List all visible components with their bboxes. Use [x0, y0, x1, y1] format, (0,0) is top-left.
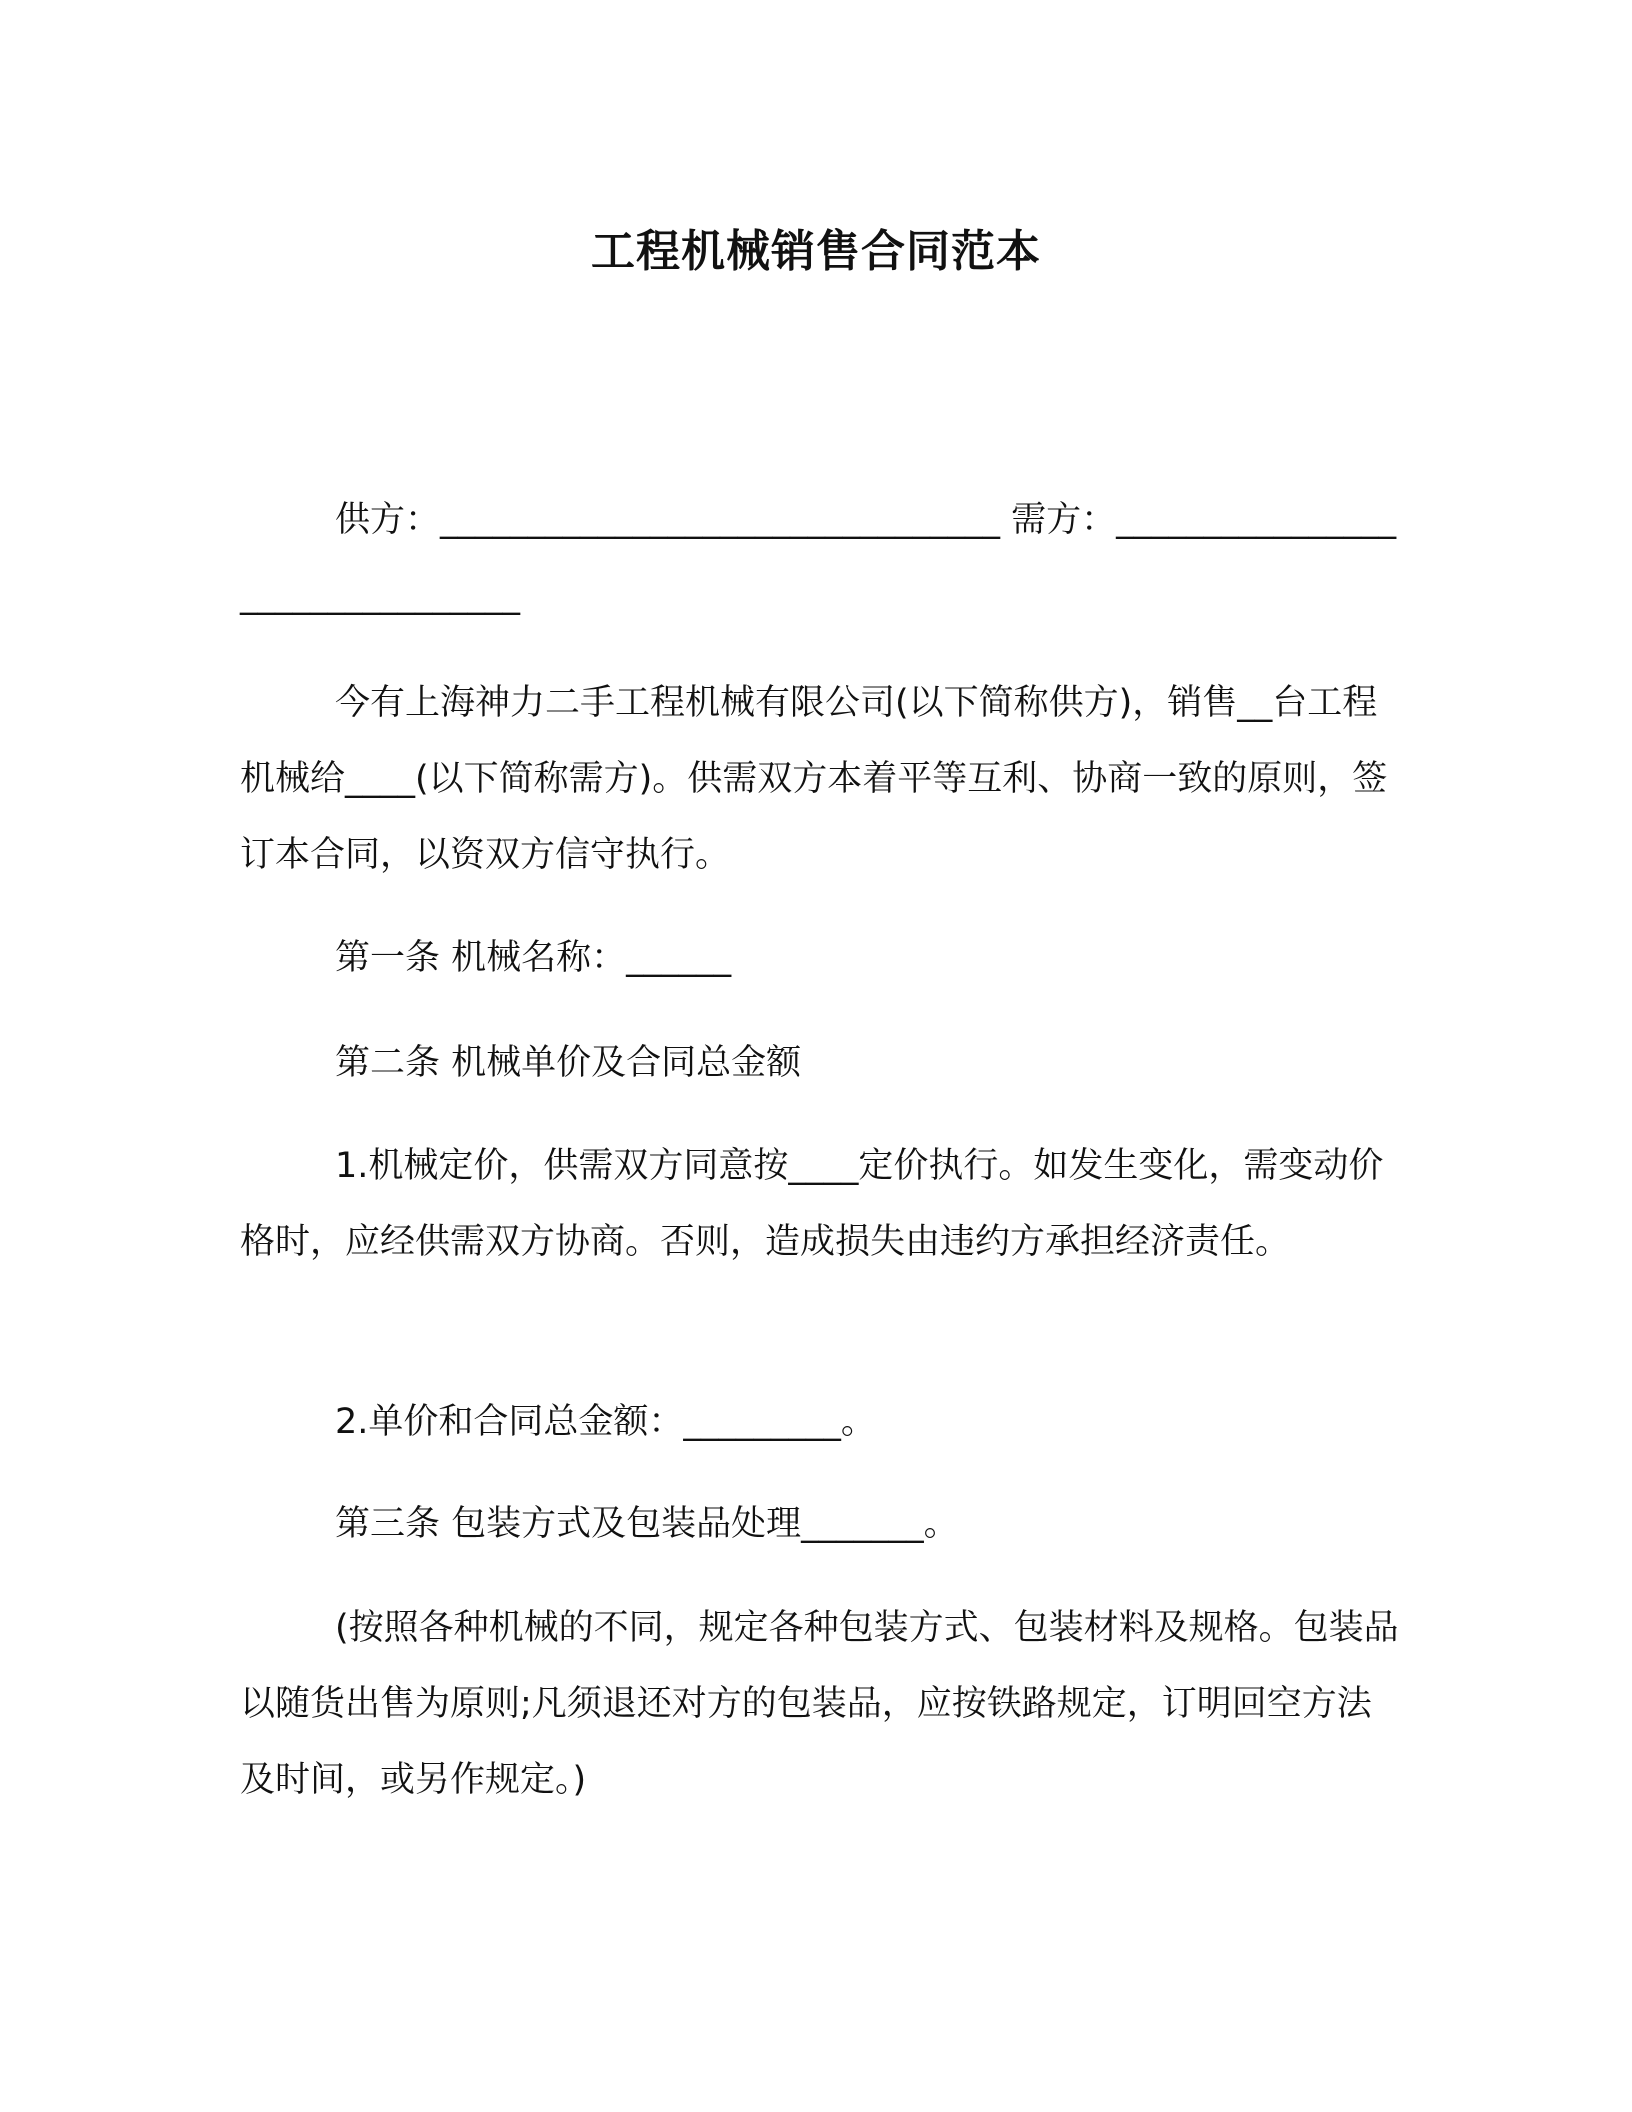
intro-paragraph: 今有上海神力二手工程机械有限公司(以下简称供方)，销售__台工程机械给____(以下简称需方)。供需双方本着平等互利、协商一致的原则，签订本合同，以资双方信守执行。 — [240, 683, 1388, 875]
article-3-title: 第三条 包装方式及包装品处理_______。 — [335, 1504, 959, 1544]
article-2-item-2: 2.单价和合同总金额：_________。 — [335, 1402, 876, 1442]
parties-line: 供方：________________________________ 需方：________________________________ — [240, 500, 1397, 616]
article-3-note: (按照各种机械的不同，规定各种包装方式、包装材料及规格。包装品以随货出售为原则;凡须退还对方的包装品，应按铁路规定，订明回空方法及时间，或另作规定。) — [240, 1608, 1399, 1800]
article-1: 第一条 机械名称：______ — [335, 938, 732, 978]
document-title: 工程机械销售合同范本 — [591, 226, 1041, 277]
article-2-title: 第二条 机械单价及合同总金额 — [335, 1043, 802, 1083]
article-2-item-1: 1.机械定价，供需双方同意按____定价执行。如发生变化，需变动价格时，应经供需双方协商。否则，造成损失由违约方承担经济责任。 — [240, 1146, 1384, 1262]
